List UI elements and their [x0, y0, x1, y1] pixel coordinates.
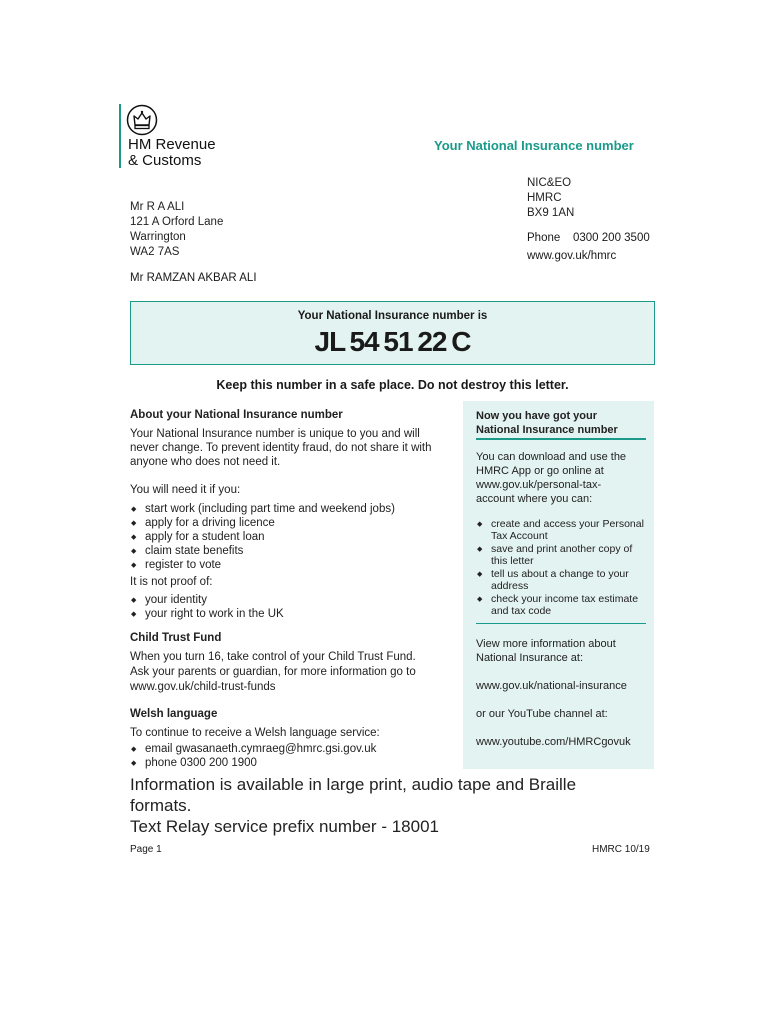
- recipient-address: [130, 200, 223, 260]
- aside-intro-line: www.gov.uk/personal-tax-: [476, 478, 602, 491]
- office-address: [527, 176, 574, 221]
- child-trust-link[interactable]: www.gov.uk/child-trust-funds: [130, 681, 276, 693]
- aside-intro-line: account where you can:: [476, 492, 593, 505]
- formats-line: Information is available in large print, audio tape and Braille: [130, 775, 577, 794]
- form-reference: HMRC 10/19: [592, 844, 650, 855]
- page-number: Page 1: [130, 844, 162, 855]
- office-line: BX9 1AN: [527, 207, 575, 219]
- about-section: [130, 408, 432, 621]
- logo-line-1: HM Revenue: [128, 136, 216, 153]
- child-trust-heading: Child Trust Fund: [130, 632, 222, 644]
- recipient-line: 121 A Orford Lane: [130, 216, 224, 228]
- recipient-line: WA2 7AS: [130, 246, 180, 258]
- royal-crown-crest-icon: [126, 104, 158, 136]
- logo-line-2: & Customs: [128, 152, 202, 169]
- accessibility-info: [130, 774, 576, 837]
- about-paragraph-line: anyone who does not need it.: [130, 456, 281, 468]
- safe-keeping-notice: Keep this number in a safe place. Do not destroy this letter.: [216, 378, 569, 392]
- about-paragraph-line: never change. To prevent identity fraud, do not share it with: [130, 442, 432, 454]
- office-line: NIC&EO: [527, 177, 572, 189]
- ni-info-link[interactable]: www.gov.uk/national-insurance: [476, 680, 627, 692]
- logo-divider: [119, 104, 121, 168]
- document-title: Your National Insurance number: [434, 138, 634, 153]
- list-item: ◆ register to vote: [130, 558, 432, 572]
- list-item: ◆ apply for a driving licence: [130, 516, 432, 530]
- welsh-contact-list: [130, 742, 380, 770]
- office-phone: [527, 232, 650, 244]
- aside-intro-line: You can download and use the: [476, 450, 627, 463]
- child-trust-section: [130, 631, 416, 695]
- list-item: ◆ email gwasanaeth.cymraeg@hmrc.gsi.gov.uk: [130, 742, 380, 756]
- welsh-heading: Welsh language: [130, 708, 218, 720]
- need-intro: You will need it if you:: [130, 484, 241, 496]
- welsh-intro: To continue to receive a Welsh language service:: [130, 727, 380, 739]
- ni-number-value: JL 54 51 22 C: [314, 326, 471, 357]
- recipient-line: Warrington: [130, 231, 186, 243]
- office-line: HMRC: [527, 192, 562, 204]
- sidebar-panel: [463, 401, 654, 769]
- youtube-intro: or our YouTube channel at:: [476, 708, 608, 720]
- list-item: ◆ your right to work in the UK: [130, 607, 432, 621]
- not-proof-list: [130, 593, 432, 621]
- list-item: ◆ apply for a student loan: [130, 530, 432, 544]
- aside-divider: [476, 438, 646, 440]
- list-item: ◆ start work (including part time and weekend jobs): [130, 502, 432, 516]
- list-item: ◆ save and print another copy of this letter: [476, 543, 646, 568]
- list-item: ◆ your identity: [130, 593, 432, 607]
- aside-more-line: View more information about: [476, 638, 616, 650]
- text-relay-line: Text Relay service prefix number - 18001: [130, 817, 439, 836]
- list-item: ◆ tell us about a change to your address: [476, 568, 646, 593]
- aside-heading-line: Now you have got your: [476, 410, 598, 422]
- list-item: ◆ claim state benefits: [130, 544, 432, 558]
- child-trust-line: Ask your parents or guardian, for more information go to: [130, 666, 416, 678]
- aside-more: [476, 637, 646, 665]
- phone-label: Phone: [527, 232, 561, 244]
- list-item: ◆ phone 0300 200 1900: [130, 756, 380, 770]
- child-trust-line: When you turn 16, take control of your Child Trust Fund.: [130, 651, 416, 663]
- hmrc-logo-text: [128, 137, 216, 169]
- recipient-full-name: Mr RAMZAN AKBAR ALI: [130, 272, 257, 284]
- not-proof-intro: It is not proof of:: [130, 576, 213, 588]
- aside-divider: [476, 623, 646, 625]
- aside-list: [476, 518, 646, 618]
- office-website: www.gov.uk/hmrc: [527, 250, 617, 262]
- aside-more-line: National Insurance at:: [476, 652, 584, 664]
- about-heading: About your National Insurance number: [130, 409, 343, 421]
- aside-intro: [476, 450, 646, 506]
- about-paragraph-line: Your National Insurance number is unique to you and will: [130, 428, 420, 440]
- welsh-language-section: [130, 707, 380, 770]
- recipient-line: Mr R A ALI: [130, 201, 185, 213]
- aside-heading: [476, 409, 646, 437]
- phone-number: 0300 200 3500: [573, 232, 650, 244]
- youtube-link[interactable]: www.youtube.com/HMRCgovuk: [476, 736, 631, 748]
- list-item: ◆ check your income tax estimate and tax code: [476, 593, 646, 618]
- formats-line: formats.: [130, 796, 192, 815]
- aside-intro-line: HMRC App or go online at: [476, 464, 604, 477]
- need-list: [130, 502, 432, 572]
- ni-number-box: [130, 301, 655, 365]
- ni-number-label: Your National Insurance number is: [297, 310, 488, 322]
- aside-heading-line: National Insurance number: [476, 424, 618, 436]
- list-item: ◆ create and access your Personal Tax Account: [476, 518, 646, 543]
